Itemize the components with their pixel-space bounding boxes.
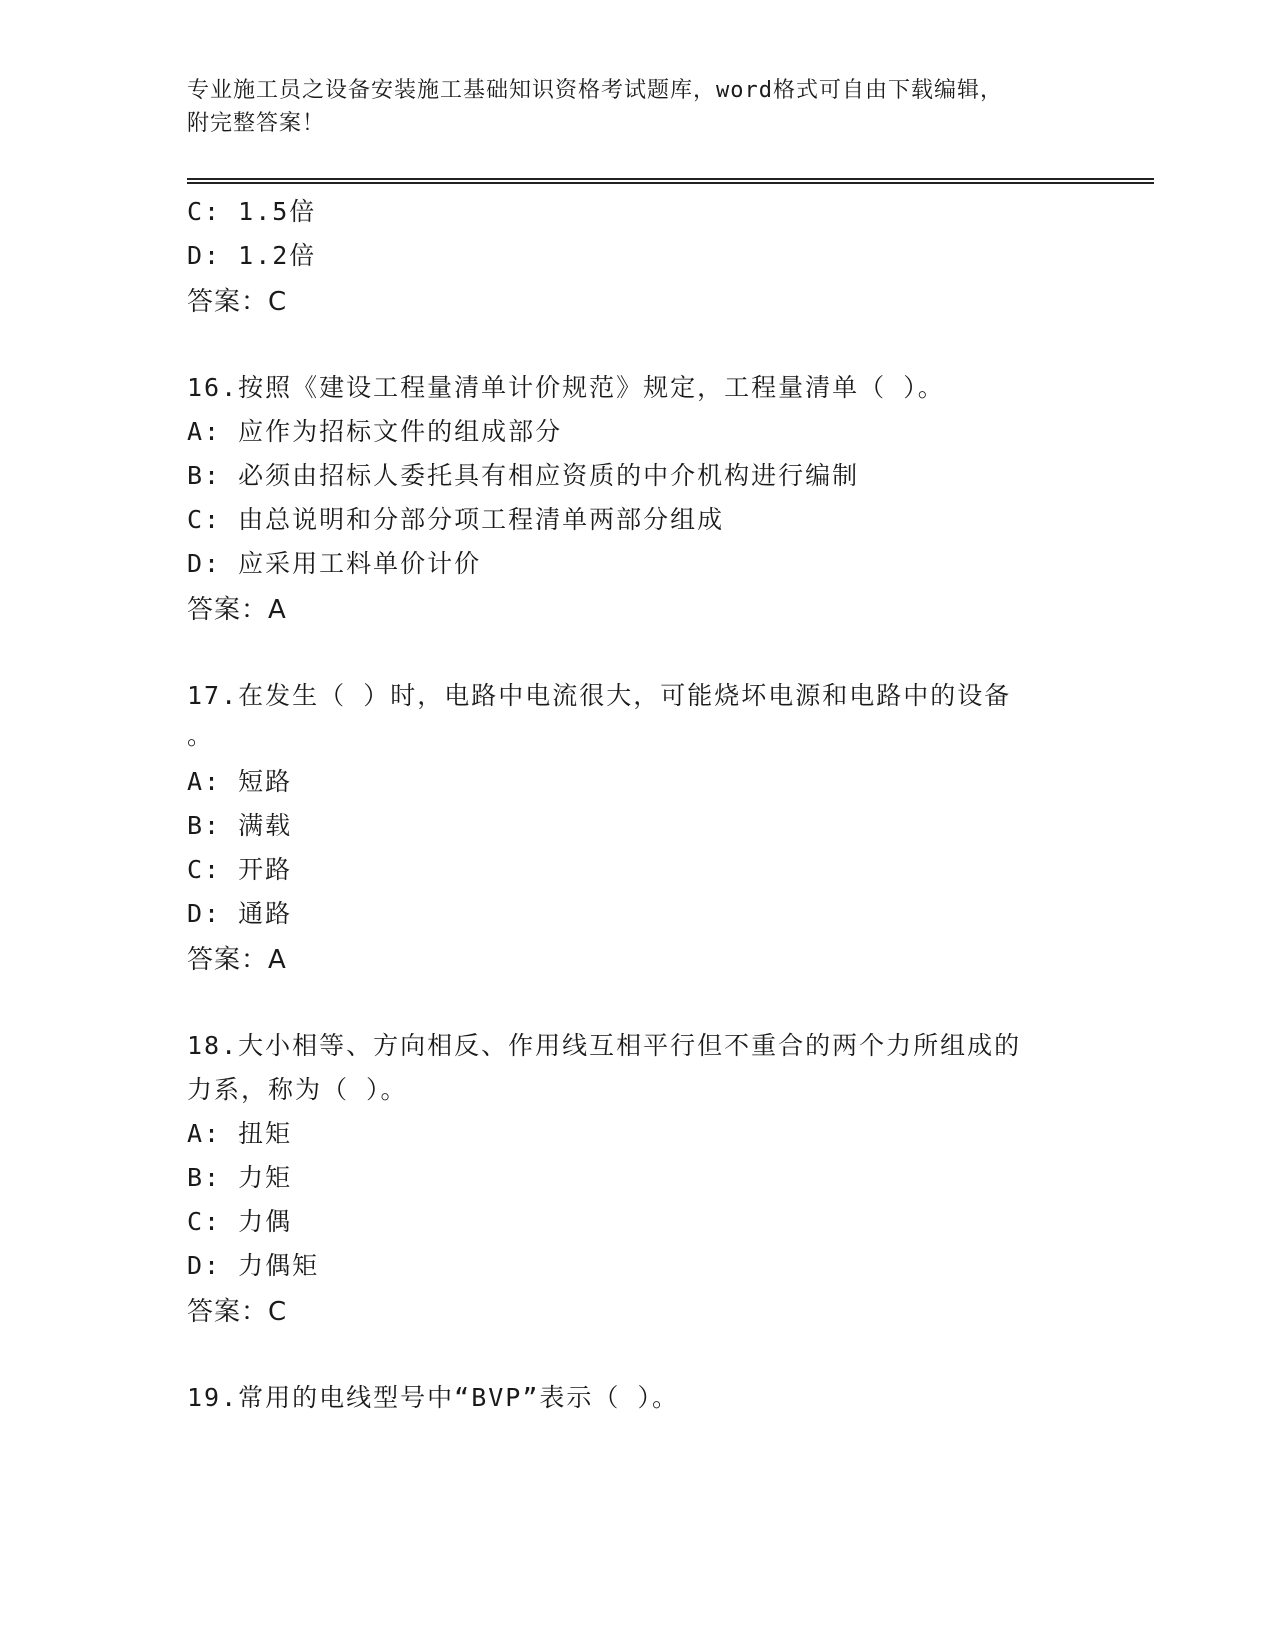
question-19-stem: 19.常用的电线型号中“BVP”表示（ ）。 bbox=[187, 1383, 679, 1412]
question-16-answer: 答案：A bbox=[187, 595, 287, 625]
question-17-option-b: B: 满载 bbox=[187, 811, 293, 840]
prev-answer: 答案：C bbox=[187, 287, 288, 317]
question-16-option-c: C: 由总说明和分部分项工程清单两部分组成 bbox=[187, 505, 725, 534]
question-16-option-d: D: 应采用工料单价计价 bbox=[187, 549, 482, 578]
header-divider-top bbox=[187, 178, 1154, 180]
question-16-stem: 16.按照《建设工程量清单计价规范》规定，工程量清单（ ）。 bbox=[187, 373, 945, 402]
header-line-2: 附完整答案！ bbox=[187, 111, 326, 136]
header-divider-bottom bbox=[187, 182, 1154, 184]
question-17-answer: 答案：A bbox=[187, 945, 287, 975]
question-18-option-b: B: 力矩 bbox=[187, 1163, 293, 1192]
question-18-option-c: C: 力偶 bbox=[187, 1207, 293, 1236]
question-18-option-d: D: 力偶矩 bbox=[187, 1251, 320, 1280]
prev-option-d: D: 1.2倍 bbox=[187, 241, 317, 270]
question-18-stem: 18.大小相等、方向相反、作用线互相平行但不重合的两个力所组成的 bbox=[187, 1031, 1022, 1060]
question-17-stem-continuation: 。 bbox=[187, 721, 215, 750]
question-17-option-c: C: 开路 bbox=[187, 855, 293, 884]
question-17-stem: 17.在发生（ ）时，电路中电流很大，可能烧坏电源和电路中的设备 bbox=[187, 681, 1012, 710]
prev-option-c: C: 1.5倍 bbox=[187, 197, 317, 226]
question-16-option-a: A: 应作为招标文件的组成部分 bbox=[187, 417, 563, 446]
question-17-option-d: D: 通路 bbox=[187, 899, 293, 928]
question-18-answer: 答案：C bbox=[187, 1297, 288, 1327]
header-line-1: 专业施工员之设备安装施工基础知识资格考试题库，word格式可自由下载编辑， bbox=[187, 78, 1003, 103]
question-16-option-b: B: 必须由招标人委托具有相应资质的中介机构进行编制 bbox=[187, 461, 860, 490]
document-header bbox=[187, 74, 1087, 140]
question-17-option-a: A: 短路 bbox=[187, 767, 293, 796]
question-18-option-a: A: 扭矩 bbox=[187, 1119, 293, 1148]
question-18-stem-continuation: 力系，称为（ ）。 bbox=[187, 1075, 408, 1104]
